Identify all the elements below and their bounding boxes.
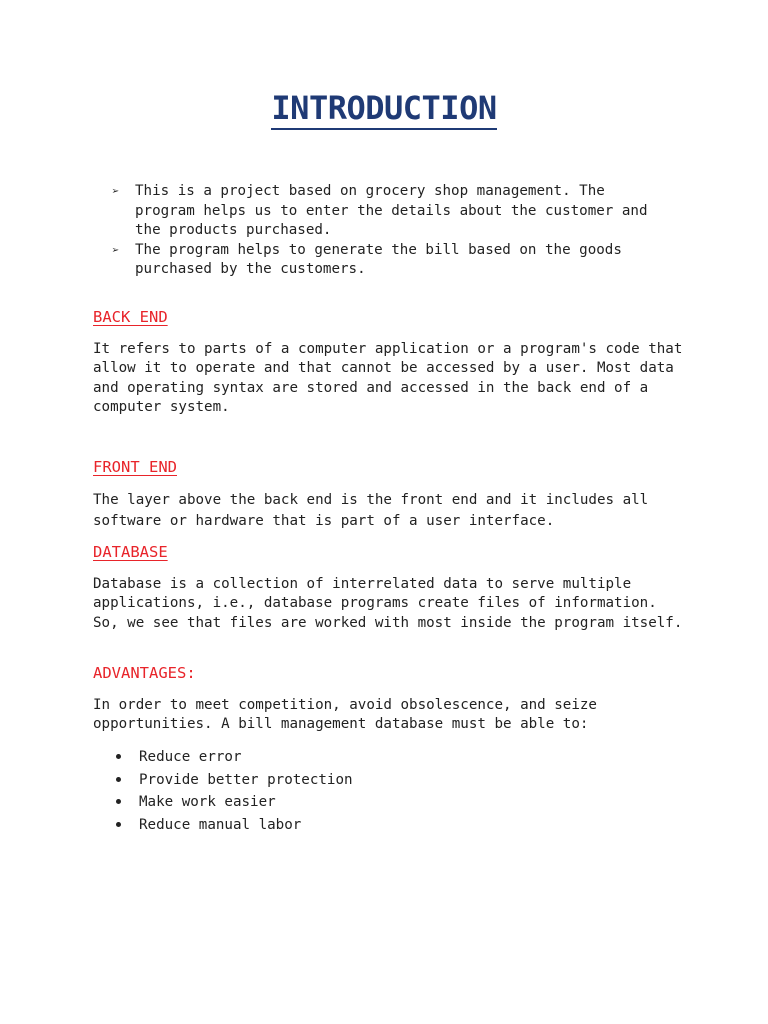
intro-bullet [112,241,672,280]
title-wrapper [0,88,768,130]
front-end-text: The layer above the back end is the front end and it includes all software or hardware that is part of a user interface. [93,492,649,529]
intro-bullet-list [112,182,672,280]
back-end-heading: BACK END [93,308,168,326]
arrow-bullet-icon: ➢ [112,184,120,198]
front-end-heading: FRONT END [93,458,177,476]
arrow-bullet-icon: ➢ [112,242,120,257]
list-item [116,814,353,837]
page-title: INTRODUCTION [271,88,496,130]
bullet-dot-icon [116,777,121,782]
advantages-text: In order to meet competition, avoid obsolescence, and seize opportunities. A bill management database must be able to: [93,697,597,733]
database-text: Database is a collection of interrelated data to serve multiple applications, i.e., database programs create files of information. So, we see that files are worked with most inside the program itself. [93,576,683,631]
list-item-text: Provide better protection [139,771,353,788]
advantages-list [116,746,353,836]
list-item [116,746,353,769]
list-item-text: Reduce error [139,749,242,765]
database-heading: DATABASE [93,543,168,561]
list-item-text: Reduce manual labor [139,816,302,833]
list-item-text: Make work easier [139,794,276,810]
bullet-dot-icon [116,799,121,804]
bullet-dot-icon [116,754,121,759]
intro-bullet [112,182,672,241]
list-item [116,769,353,792]
list-item [116,791,353,814]
intro-bullet-text: This is a project based on grocery shop management. The program helps us to enter the details about the customer and the products purchased. [135,183,648,238]
intro-bullet-text: The program helps to generate the bill based on the goods purchased by the customers. [135,241,622,277]
back-end-text: It refers to parts of a computer application or a program's code that allow it to operate and that cannot be accessed by a user. Most data and operating syntax are stored and accessed in the back end of a computer system. [93,341,683,415]
advantages-heading: ADVANTAGES: [93,664,196,682]
bullet-dot-icon [116,822,121,827]
